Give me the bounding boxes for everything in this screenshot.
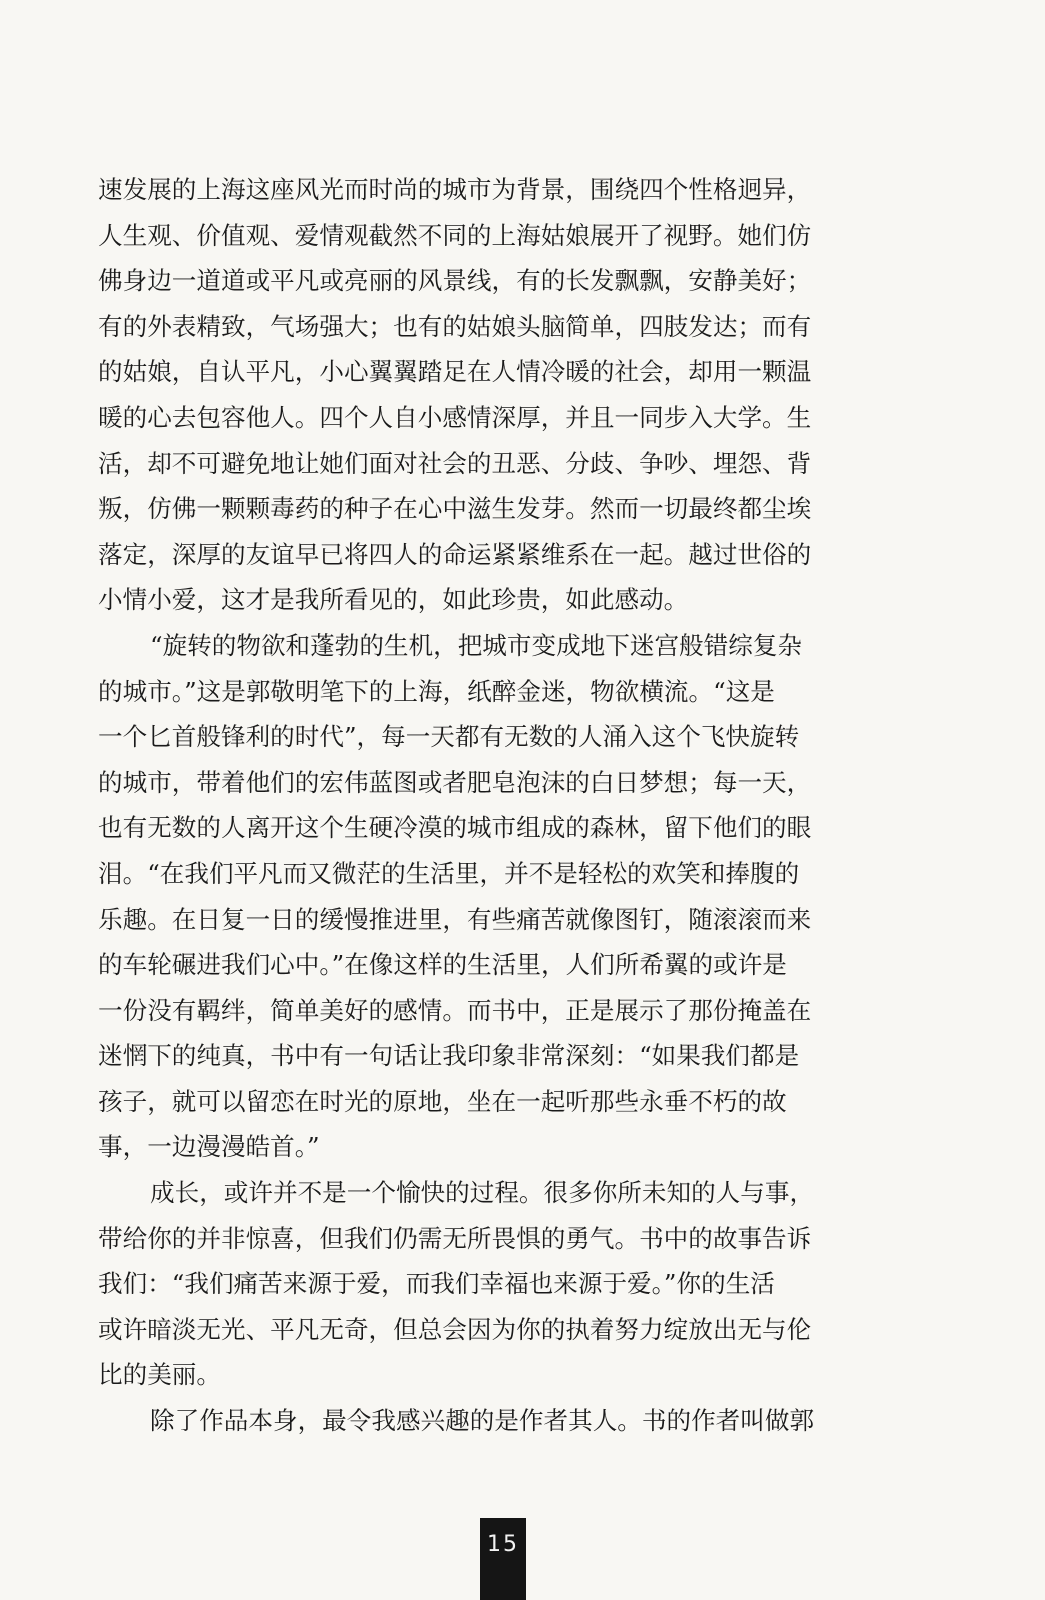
text-line: “旋转的物欲和蓬勃的生机，把城市变成地下迷宫般错综复杂	[150, 630, 803, 660]
text-line: 暖的心去包容他人。四个人自小感情深厚，并且一同步入大学。生	[98, 402, 812, 432]
text-line: 迷惘下的纯真，书中有一句话让我印象非常深刻：“如果我们都是	[98, 1041, 800, 1071]
page-number: 15	[480, 1518, 526, 1600]
text-line: 一个匕首般锋利的时代”，每一天都有无数的人涌入这个飞快旋转	[98, 722, 800, 752]
text-line: 成长，或许并不是一个愉快的过程。很多你所未知的人与事，	[150, 1178, 815, 1208]
text-line: 一份没有羁绊，简单美好的感情。而书中，正是展示了那份掩盖在	[98, 995, 812, 1025]
text-line: 除了作品本身，最令我感兴趣的是作者其人。书的作者叫做郭	[150, 1406, 815, 1436]
text-line: 有的外表精致，气场强大；也有的姑娘头脑简单，四肢发达；而有	[98, 311, 812, 341]
text-line: 的车轮碾进我们心中。”在像这样的生活里，人们所希翼的或许是	[98, 950, 787, 980]
text-line: 的城市，带着他们的宏伟蓝图或者肥皂泡沫的白日梦想；每一天，	[98, 767, 812, 797]
text-line: 叛，仿佛一颗颗毒药的种子在心中滋生发芽。然而一切最终都尘埃	[98, 494, 812, 524]
body-text	[98, 167, 918, 1444]
text-line: 速发展的上海这座风光而时尚的城市为背景，围绕四个性格迥异，	[98, 175, 812, 204]
text-line: 佛身边一道道或平凡或亮丽的风景线，有的长发飘飘，安静美好；	[98, 266, 812, 296]
text-line: 小情小爱，这才是我所看见的，如此珍贵，如此感动。	[98, 585, 689, 615]
text-line: 我们：“我们痛苦来源于爱，而我们幸福也来源于爱。”你的生活	[98, 1269, 775, 1299]
text-line: 落定，深厚的友谊早已将四人的命运紧紧维系在一起。越过世俗的	[98, 539, 812, 569]
text-line: 也有无数的人离开这个生硬冷漠的城市组成的森林，留下他们的眼	[98, 813, 812, 843]
text-line: 带给你的并非惊喜，但我们仍需无所畏惧的勇气。书中的故事告诉	[98, 1223, 812, 1253]
text-line: 比的美丽。	[98, 1360, 221, 1390]
text-line: 的城市。”这是郭敬明笔下的上海，纸醉金迷，物欲横流。“这是	[98, 676, 775, 706]
text-line: 事，一边漫漫皓首。”	[98, 1132, 320, 1162]
text-line: 的姑娘，自认平凡，小心翼翼踏足在人情冷暖的社会，却用一颗温	[98, 357, 812, 387]
text-line: 人生观、价值观、爱情观截然不同的上海姑娘展开了视野。她们仿	[98, 220, 812, 250]
text-line: 活，却不可避免地让她们面对社会的丑恶、分歧、争吵、埋怨、背	[98, 448, 812, 478]
text-line: 乐趣。在日复一日的缓慢推进里，有些痛苦就像图钉，随滚滚而来	[98, 904, 812, 934]
text-line: 或许暗淡无光、平凡无奇，但总会因为你的执着努力绽放出无与伦	[98, 1314, 812, 1344]
text-line: 孩子，就可以留恋在时光的原地，坐在一起听那些永垂不朽的故	[98, 1086, 787, 1116]
text-line: 泪。“在我们平凡而又微茫的生活里，并不是轻松的欢笑和捧腹的	[98, 858, 800, 888]
